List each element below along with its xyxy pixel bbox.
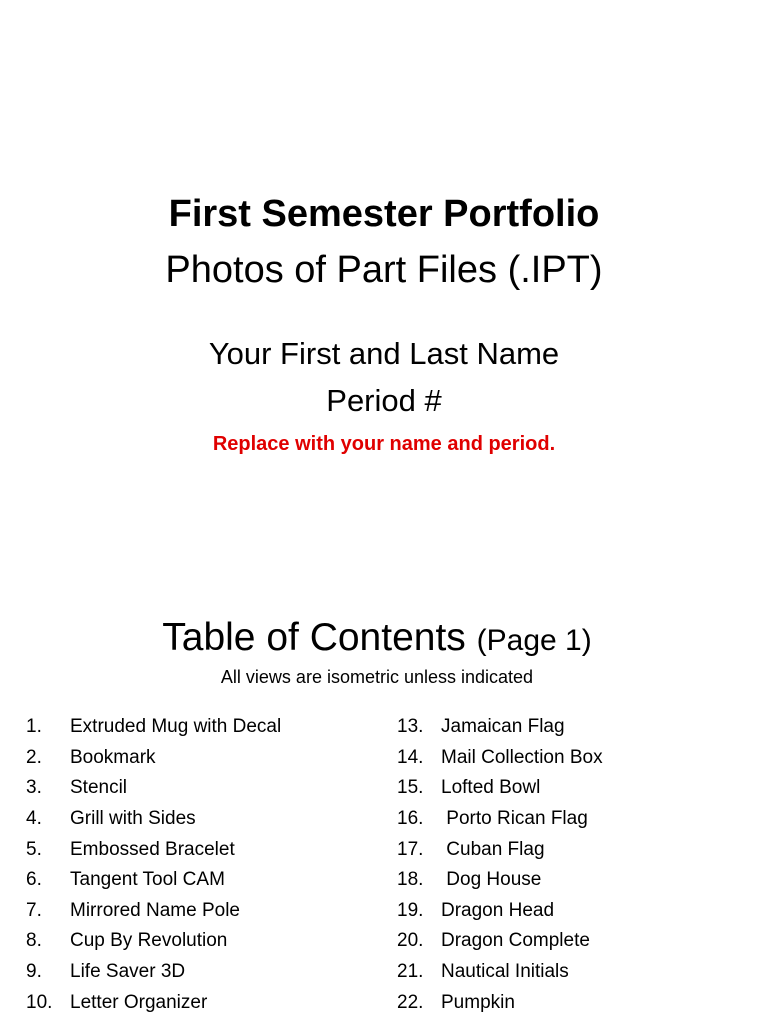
toc-item-label: Embossed Bracelet [70,838,235,860]
toc-subtitle: All views are isometric unless indicated [220,667,534,687]
toc-item-number: 1. [26,716,42,738]
toc-item-label: Cuban Flag [441,838,545,860]
portfolio-title: First Semester Portfolio [168,193,600,235]
toc-item-label: Mirrored Name Pole [70,899,240,921]
toc-item [26,712,281,743]
toc-item [397,712,603,743]
toc-item-label: Grill with Sides [70,808,196,830]
toc-item-number: 10. [26,991,53,1013]
portfolio-subtitle: Photos of Part Files (.IPT) [165,249,603,291]
toc-item-label: Jamaican Flag [441,716,565,738]
toc-item-label: Dog House [441,869,542,891]
toc-item-label: Stencil [70,777,128,799]
toc-item-number: 17. [397,838,424,860]
toc-item-label: Tangent Tool CAM [70,869,225,891]
toc-item [397,773,603,804]
toc-item-label: Dragon Head [441,899,555,921]
toc-item-number: 14. [397,746,424,768]
toc-item-number: 13. [397,716,424,738]
toc-item-number: 18. [397,869,424,891]
toc-item-number: 5. [26,838,42,860]
toc-item [26,957,281,988]
toc-item-label: Mail Collection Box [441,746,603,768]
toc-item-label: Cup By Revolution [70,930,228,952]
toc-item-label: Dragon Complete [441,930,590,952]
toc-item [397,865,603,896]
toc-item-label: Life Saver 3D [70,961,186,983]
toc-item-number: 2. [26,746,42,768]
toc-page-note: (Page 1) [476,624,592,657]
toc-item-label: Pumpkin [441,991,515,1013]
toc-item-number: 3. [26,777,42,799]
toc-right-column [397,712,603,1018]
toc-item-number: 22. [397,991,424,1013]
toc-item [26,865,281,896]
toc-item [26,773,281,804]
toc-title [0,612,754,667]
toc-item-number: 21. [397,961,424,983]
toc-item-number: 16. [397,808,424,830]
toc-item [397,926,603,957]
toc-item [26,743,281,774]
toc-item [26,987,281,1018]
toc-item [26,896,281,927]
toc-item-number: 7. [26,899,42,921]
toc-item [397,896,603,927]
toc-item-label: Nautical Initials [441,961,569,983]
toc-item-number: 4. [26,808,42,830]
toc-item [397,804,603,835]
replace-instruction: Replace with your name and period. [212,433,556,455]
toc-item [26,926,281,957]
toc-item [397,987,603,1018]
toc-item-label: Lofted Bowl [441,777,541,799]
toc-item-label: Bookmark [70,746,156,768]
toc-item [26,834,281,865]
toc-item-number: 8. [26,930,42,952]
toc-title-text: Table of Contents [162,616,466,659]
toc-item-number: 6. [26,869,42,891]
toc-item-number: 9. [26,961,42,983]
toc-left-column [26,712,281,1018]
toc-item [397,743,603,774]
toc-item-label: Letter Organizer [70,991,208,1013]
toc-item-number: 15. [397,777,424,799]
toc-item [397,834,603,865]
toc-item [397,957,603,988]
toc-item-number: 19. [397,899,424,921]
toc-item [26,804,281,835]
toc-item-label: Porto Rican Flag [441,808,588,830]
period-placeholder: Period # [326,383,442,418]
toc-item-number: 20. [397,930,424,952]
student-name-placeholder: Your First and Last Name [208,336,560,371]
toc-item-label: Extruded Mug with Decal [70,716,282,738]
